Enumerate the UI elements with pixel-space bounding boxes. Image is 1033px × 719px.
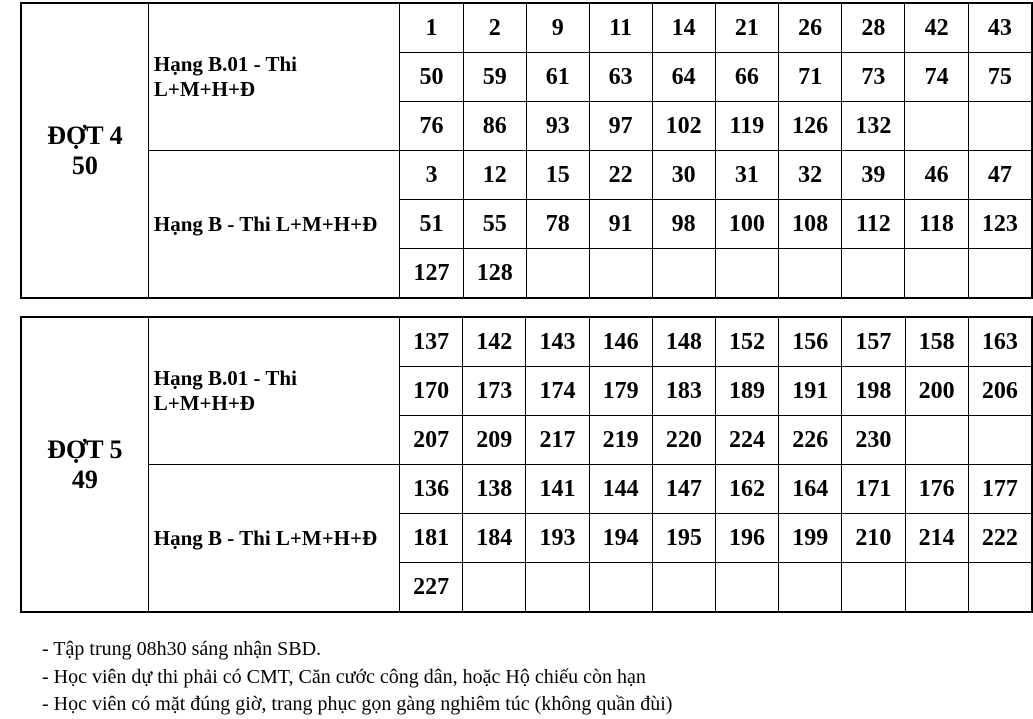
batch-header-cell (21, 3, 148, 298)
exam-batch-table-1 (20, 2, 1033, 299)
empty-cell (905, 249, 968, 299)
sbd-number-cell: 220 (652, 416, 715, 465)
sbd-number-cell: 108 (779, 200, 842, 249)
sbd-number-cell: 184 (463, 514, 526, 563)
sbd-number-cell: 219 (589, 416, 652, 465)
notes-section (42, 636, 1033, 719)
empty-cell (715, 563, 778, 613)
sbd-number-cell: 222 (968, 514, 1032, 563)
sbd-number-cell: 200 (905, 367, 968, 416)
sbd-number-cell: 227 (400, 563, 463, 613)
sbd-number-cell: 21 (715, 3, 778, 53)
sbd-number-cell: 28 (842, 3, 905, 53)
empty-cell (905, 563, 968, 613)
note-line-1: - Tập trung 08h30 sáng nhận SBD. (42, 638, 322, 660)
empty-cell (526, 249, 589, 299)
sbd-number-cell: 128 (463, 249, 526, 299)
sbd-number-cell: 206 (968, 367, 1032, 416)
batch-name: ĐỢT 4 (47, 120, 123, 150)
sbd-number-cell: 76 (400, 102, 463, 151)
sbd-number-cell: 71 (779, 53, 842, 102)
sbd-number-cell: 181 (400, 514, 463, 563)
table-row (21, 317, 1032, 367)
sbd-number-cell: 2 (463, 3, 526, 53)
sbd-number-cell: 39 (842, 151, 905, 200)
sbd-number-cell: 214 (905, 514, 968, 563)
sbd-number-cell: 157 (842, 317, 905, 367)
sbd-number-cell: 138 (463, 465, 526, 514)
empty-cell (715, 249, 778, 299)
sbd-number-cell: 146 (589, 317, 652, 367)
empty-cell (779, 563, 842, 613)
class-section-label: Hạng B - Thi L+M+H+Đ (148, 151, 400, 299)
sbd-number-cell: 15 (526, 151, 589, 200)
sbd-number-cell: 11 (589, 3, 652, 53)
empty-cell (842, 563, 905, 613)
empty-cell (905, 102, 968, 151)
sbd-number-cell: 86 (463, 102, 526, 151)
sbd-number-cell: 163 (968, 317, 1032, 367)
sbd-number-cell: 164 (779, 465, 842, 514)
empty-cell (779, 249, 842, 299)
sbd-number-cell: 61 (526, 53, 589, 102)
sbd-number-cell: 127 (400, 249, 463, 299)
empty-cell (589, 249, 652, 299)
sbd-number-cell: 191 (779, 367, 842, 416)
sbd-number-cell: 144 (589, 465, 652, 514)
sbd-number-cell: 198 (842, 367, 905, 416)
sbd-number-cell: 100 (715, 200, 778, 249)
sbd-number-cell: 158 (905, 317, 968, 367)
sbd-number-cell: 32 (779, 151, 842, 200)
sbd-number-cell: 74 (905, 53, 968, 102)
sbd-number-cell: 102 (652, 102, 715, 151)
sbd-number-cell: 118 (905, 200, 968, 249)
sbd-number-cell: 196 (715, 514, 778, 563)
sbd-number-cell: 141 (526, 465, 589, 514)
sbd-number-cell: 73 (842, 53, 905, 102)
empty-cell (652, 563, 715, 613)
sbd-number-cell: 194 (589, 514, 652, 563)
empty-cell (968, 249, 1032, 299)
table-row (21, 3, 1032, 53)
sbd-number-cell: 174 (526, 367, 589, 416)
sbd-number-cell: 156 (779, 317, 842, 367)
sbd-number-cell: 119 (715, 102, 778, 151)
sbd-number-cell: 147 (652, 465, 715, 514)
sbd-number-cell: 137 (400, 317, 463, 367)
sbd-number-cell: 170 (400, 367, 463, 416)
batch-candidate-count: 50 (71, 150, 98, 180)
sbd-number-cell: 51 (400, 200, 463, 249)
sbd-number-cell: 12 (463, 151, 526, 200)
sbd-number-cell: 148 (652, 317, 715, 367)
sbd-number-cell: 63 (589, 53, 652, 102)
sbd-number-cell: 189 (715, 367, 778, 416)
class-section-label: Hạng B - Thi L+M+H+Đ (148, 465, 399, 613)
sbd-number-cell: 112 (842, 200, 905, 249)
empty-cell (842, 249, 905, 299)
batch-header-cell (21, 317, 148, 612)
empty-cell (968, 102, 1032, 151)
sbd-number-cell: 199 (779, 514, 842, 563)
sbd-number-cell: 224 (715, 416, 778, 465)
sbd-number-cell: 226 (779, 416, 842, 465)
sbd-number-cell: 195 (652, 514, 715, 563)
empty-cell (652, 249, 715, 299)
sbd-number-cell: 64 (652, 53, 715, 102)
note-line-3: - Học viên có mặt đúng giờ, trang phục gọn gàng nghiêm túc (không quần đùi) (42, 693, 673, 715)
table-row (21, 151, 1032, 200)
sbd-number-cell: 123 (968, 200, 1032, 249)
sbd-number-cell: 179 (589, 367, 652, 416)
sbd-number-cell: 22 (589, 151, 652, 200)
sbd-number-cell: 173 (463, 367, 526, 416)
sbd-number-cell: 177 (968, 465, 1032, 514)
note-line-2: - Học viên dự thi phải có CMT, Căn cước công dân, hoặc Hộ chiếu còn hạn (42, 665, 646, 688)
empty-cell (463, 563, 526, 613)
sbd-number-cell: 217 (526, 416, 589, 465)
sbd-number-cell: 210 (842, 514, 905, 563)
sbd-number-cell: 50 (400, 53, 463, 102)
sbd-number-cell: 55 (463, 200, 526, 249)
sbd-number-cell: 66 (715, 53, 778, 102)
empty-cell (968, 416, 1032, 465)
sbd-number-cell: 126 (779, 102, 842, 151)
empty-cell (589, 563, 652, 613)
sbd-number-cell: 143 (526, 317, 589, 367)
sbd-number-cell: 142 (463, 317, 526, 367)
exam-batch-table-2 (20, 316, 1033, 613)
batch-candidate-count: 49 (71, 464, 98, 494)
sbd-number-cell: 171 (842, 465, 905, 514)
sbd-number-cell: 98 (652, 200, 715, 249)
sbd-number-cell: 78 (526, 200, 589, 249)
sbd-number-cell: 59 (463, 53, 526, 102)
sbd-number-cell: 132 (842, 102, 905, 151)
sbd-number-cell: 230 (842, 416, 905, 465)
sbd-number-cell: 30 (652, 151, 715, 200)
sbd-number-cell: 46 (905, 151, 968, 200)
empty-cell (905, 416, 968, 465)
class-section-label: Hạng B.01 - Thi L+M+H+Đ (148, 317, 399, 465)
sbd-number-cell: 26 (779, 3, 842, 53)
sbd-number-cell: 31 (715, 151, 778, 200)
empty-cell (968, 563, 1032, 613)
sbd-number-cell: 9 (526, 3, 589, 53)
sbd-number-cell: 207 (400, 416, 463, 465)
sbd-number-cell: 43 (968, 3, 1032, 53)
empty-cell (526, 563, 589, 613)
sbd-number-cell: 91 (589, 200, 652, 249)
sbd-number-cell: 176 (905, 465, 968, 514)
sbd-number-cell: 97 (589, 102, 652, 151)
sbd-number-cell: 42 (905, 3, 968, 53)
sbd-number-cell: 209 (463, 416, 526, 465)
sbd-number-cell: 136 (400, 465, 463, 514)
class-section-label: Hạng B.01 - Thi L+M+H+Đ (148, 3, 400, 151)
sbd-number-cell: 3 (400, 151, 463, 200)
sbd-number-cell: 47 (968, 151, 1032, 200)
sbd-number-cell: 1 (400, 3, 463, 53)
sbd-number-cell: 14 (652, 3, 715, 53)
sbd-number-cell: 75 (968, 53, 1032, 102)
sbd-number-cell: 152 (715, 317, 778, 367)
sbd-number-cell: 162 (715, 465, 778, 514)
sbd-number-cell: 183 (652, 367, 715, 416)
sbd-number-cell: 193 (526, 514, 589, 563)
table-row (21, 465, 1032, 514)
sbd-number-cell: 93 (526, 102, 589, 151)
batch-name: ĐỢT 5 (47, 434, 123, 464)
